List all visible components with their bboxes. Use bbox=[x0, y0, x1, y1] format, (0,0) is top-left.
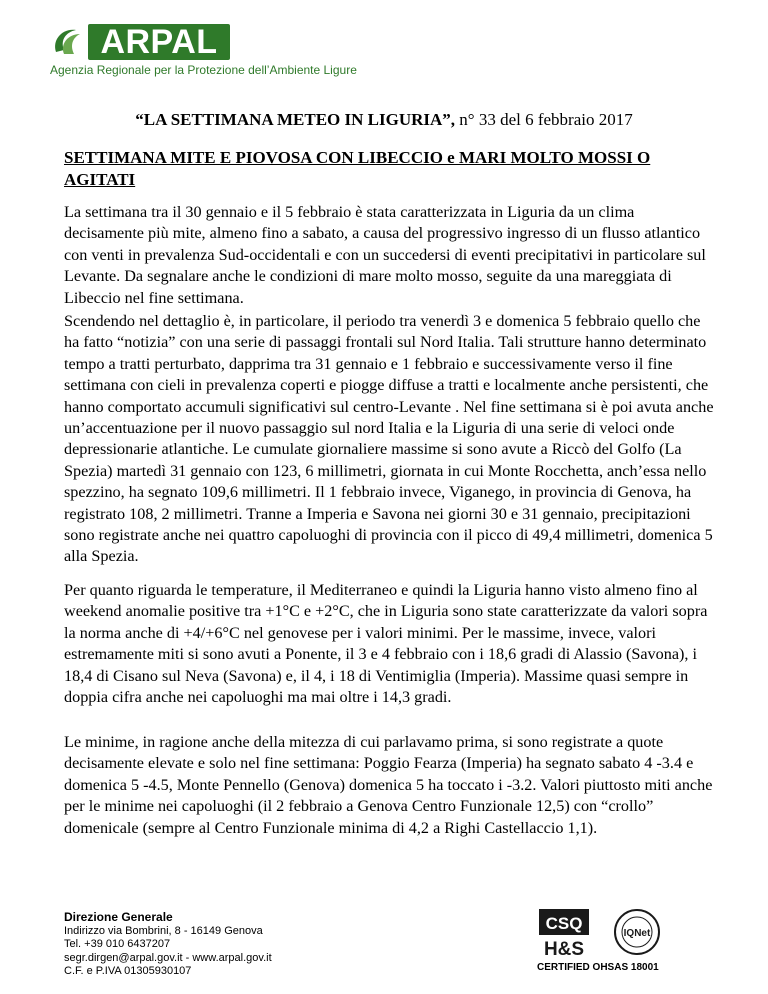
logo-text: ARPAL bbox=[88, 24, 230, 60]
document-title-bold: “LA SETTIMANA METEO IN LIGURIA”, bbox=[135, 110, 456, 129]
arpal-logo bbox=[50, 22, 230, 62]
footer-address-line: Indirizzo via Bombrini, 8 - 16149 Genova bbox=[64, 924, 263, 937]
footer-address bbox=[64, 911, 272, 979]
footer-title: Direzione Generale bbox=[64, 910, 173, 924]
headline: SETTIMANA MITE E PIOVOSA CON LIBECCIO e MARI MOLTO MOSSI O AGITATI bbox=[64, 148, 651, 189]
document-title bbox=[0, 110, 768, 130]
csq-text: CSQ bbox=[545, 914, 583, 933]
iqnet-text: IQNet bbox=[623, 928, 651, 939]
paragraph-2: Scendendo nel dettaglio è, in particolare, il periodo tra venerdì 3 e domenica 5 febbraio quello che ha fatto “notizia” con una serie di passaggi frontali sul Nord Italia. Tali strutture hanno determinato tempo a tratti perturbato, dapprima tra 31 gennaio e 1 febbraio e successivamente verso il fine settimana con cieli in prevalenza coperti e piogge diffuse a tratti e localmente anche persistenti, che hanno comportato accumuli significativi sul centro-Levante . Nel fine settimana si è poi avuta anche un’accentuazione per il nuovo passaggio sul nord Italia e la Liguria di una serie di veloci onde depressionarie atlantiche. Le cumulate giornaliere massime si sono avute a Riccò del Golfo (La Spezia) martedì 31 gennaio con 123, 6 millimetri, giornata in cui Monte Rocchetta, anch’essa nello spezzino, ha segnato 109,6 millimetri. Il 1 febbraio invece, Viganego, in provincia di Genova, ha registrato 108, 2 millimetri. Tranne a Imperia e Savona nei giorni 30 e 31 gennaio, precipitazioni sono registrate anche nei quattro capoluoghi di provincia con il picco di 49,4 millimetri, domenica 5 alla Spezia. bbox=[64, 312, 714, 566]
hs-text: H&S bbox=[543, 939, 585, 960]
footer-vat: C.F. e P.IVA 01305930107 bbox=[64, 965, 192, 977]
document-title-issue: n° 33 del 6 febbraio 2017 bbox=[455, 110, 633, 129]
certification-label: CERTIFIED OHSAS 18001 bbox=[537, 962, 659, 973]
paragraph-3: Per quanto riguarda le temperature, il Mediterraneo e quindi la Liguria hanno visto almeno fino al weekend anomalie positive tra +1°C e +2°C, che in Liguria sono state caratterizzate da valori sopra la norma anche di +4/+6°C nel genovese per i valori minimi. Per le massime, invece, valori estremamente miti si sono avuti a Ponente, il 3 e 4 febbraio con i 18,6 gradi di Alassio (Savona), i 18,4 di Cisano sul Neva (Savona) e, il 4, i 18 di Ventimiglia (Imperia). Massime quasi sempre in doppia cifra anche nei capoluoghi ma mai oltre i 14,3 gradi. bbox=[64, 581, 708, 707]
paragraph-1: La settimana tra il 30 gennaio e il 5 febbraio è stata caratterizzata in Liguria da un clima decisamente più mite, almeno fino a sabato, a causa del progressivo ingresso di un flusso atlantico con venti in prevalenza Sud-occidentali e con un succedersi di eventi precipitativi in particolare sul Levante. Da segnalare anche le condizioni di mare molto mosso, seguite da una mareggiata di Libeccio nel fine settimana. bbox=[64, 203, 706, 307]
agency-name: Agenzia Regionale per la Protezione dell’Ambiente Ligure bbox=[50, 63, 357, 77]
footer-email-web: segr.dirgen@arpal.gov.it - www.arpal.gov.it bbox=[64, 951, 272, 964]
footer-phone: Tel. +39 010 6437207 bbox=[64, 938, 171, 950]
logo-swoosh-icon bbox=[50, 22, 92, 62]
paragraph-4: Le minime, in ragione anche della mitezza di cui parlavamo prima, si sono registrate a quote decisamente elevate e solo nel fine settimana: Poggio Fearza (Imperia) ha segnato sabato 4 -3.4 e domenica 5 -4.5, Monte Pennello (Genova) domenica 5 ha toccato i -3.2. Valori piuttosto miti anche per le minime nei capoluoghi (il 2 febbraio a Genova Centro Funzionale 12,5) con “crollo” domenicale (sempre al Centro Funzionale minima di 4,2 a Righi Castellaccio 1,1). bbox=[64, 733, 713, 837]
